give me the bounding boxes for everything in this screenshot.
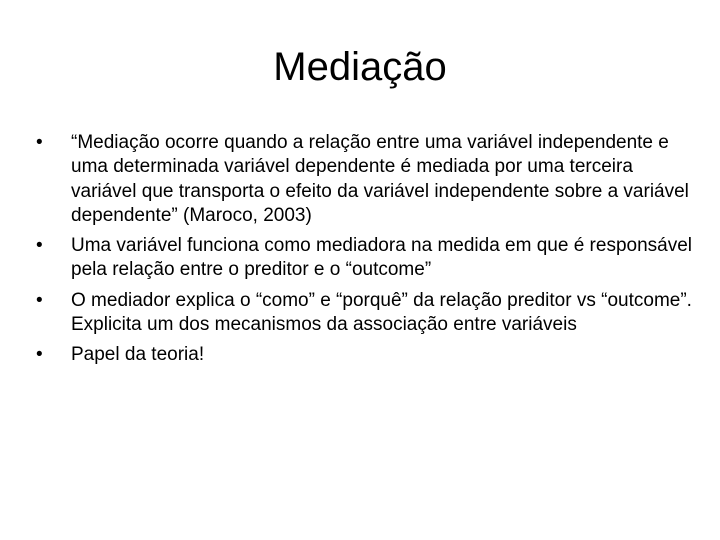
bullet-marker: • bbox=[36, 344, 43, 366]
bullet-text: Uma variável funciona como mediadora na medida em que é responsável pela relação entre o preditor e o “outcome” bbox=[71, 235, 693, 281]
bullet-text: O mediador explica o “como” e “porquê” da relação preditor vs “outcome”. Explicita um dos mecanismos da associação entre variáveis bbox=[71, 289, 692, 336]
bullet-marker: • bbox=[36, 235, 43, 257]
bullet-item-mediator-role bbox=[36, 234, 696, 283]
bullet-marker: • bbox=[36, 289, 43, 311]
bullet-text: “Mediação ocorre quando a relação entre uma variável independente e uma determinada variável dependente é mediada por uma terceira variável que transporta o efeito da variável independente sobre a variável dependente” (Maroco, 2003) bbox=[71, 132, 689, 226]
bullet-item-definition bbox=[36, 131, 696, 228]
bullet-item-mechanism bbox=[36, 289, 696, 338]
bullet-marker: • bbox=[36, 132, 43, 153]
bullet-text: Papel da teoria! bbox=[71, 344, 205, 366]
bullet-item-theory bbox=[36, 343, 696, 367]
bullet-list bbox=[36, 131, 696, 374]
slide-title: Mediação bbox=[273, 45, 447, 89]
